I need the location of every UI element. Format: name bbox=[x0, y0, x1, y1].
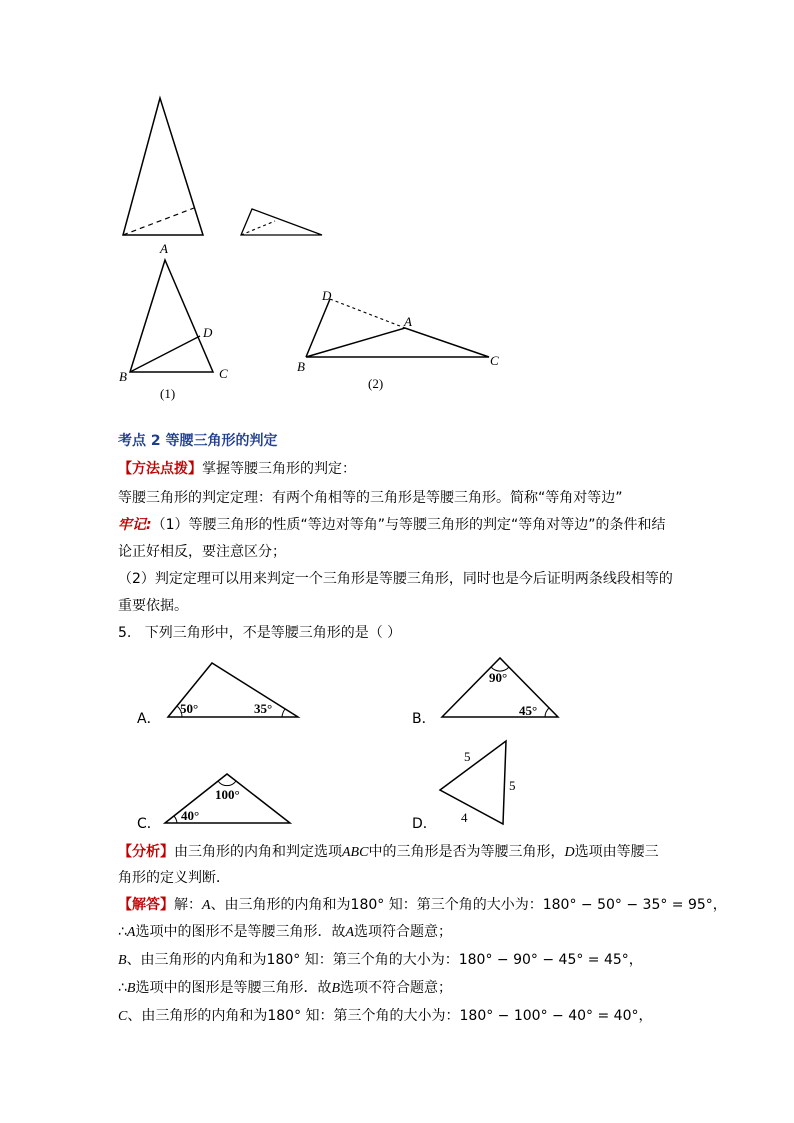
option-a-label[interactable]: A． bbox=[137, 711, 161, 727]
option-b-angle1: 90° bbox=[489, 670, 508, 685]
answer-l1-a: 解： bbox=[174, 897, 202, 913]
answer-tag: 【解答】 bbox=[118, 897, 174, 913]
caption-2: (2) bbox=[368, 376, 384, 391]
answer-l2-b: 选项中的图形不是等腰三角形．故 bbox=[135, 924, 346, 940]
answer-l3-B: B bbox=[118, 953, 127, 968]
label-d: D bbox=[203, 325, 213, 340]
note-tag: 牢记: bbox=[118, 517, 152, 533]
answer-line-1 bbox=[118, 895, 727, 916]
option-c-angle2: 40° bbox=[181, 808, 200, 823]
option-a-triangle[interactable] bbox=[160, 655, 305, 725]
analysis-text-b: 中的三角形是否为等腰三角形， bbox=[368, 844, 565, 860]
segment-bd bbox=[130, 336, 200, 372]
answer-l2-c: 选项符合题意； bbox=[354, 924, 453, 940]
dashed-cut-line bbox=[123, 208, 194, 235]
answer-l1-A: A bbox=[202, 898, 211, 913]
answer-l5-C: C bbox=[118, 1009, 128, 1024]
triangle-abc bbox=[130, 260, 213, 372]
analysis-line-2: 角形的定义判断． bbox=[118, 870, 230, 886]
answer-l4-c: 选项不符合题意； bbox=[340, 980, 453, 996]
option-c-angle1: 100° bbox=[215, 787, 240, 802]
label-b-2: B bbox=[297, 359, 305, 374]
section-title: 考点 2 等腰三角形的判定 bbox=[118, 433, 278, 449]
option-c-triangle[interactable] bbox=[160, 768, 295, 828]
answer-l4-B2: B bbox=[331, 981, 341, 996]
dashed-da bbox=[330, 299, 405, 328]
option-d-side2: 5 bbox=[509, 778, 516, 793]
label-c-2: C bbox=[490, 353, 499, 368]
label-c: C bbox=[219, 366, 228, 381]
answer-l5-b: 、由三角形的内角和为180° 知：第三个角的大小为：180° − 100° − 40° = 40°， bbox=[127, 1008, 653, 1024]
segment-bd-2 bbox=[306, 299, 330, 357]
top-figures bbox=[110, 90, 340, 240]
note-1a: （1）等腰三角形的性质“等边对等角”与等腰三角形的判定“等角对等边”的条件和结 bbox=[151, 517, 666, 533]
option-d-side1: 5 bbox=[464, 749, 471, 764]
answer-line-2 bbox=[118, 922, 452, 943]
figure-1 bbox=[110, 240, 250, 405]
answer-l3-b: 、由三角形的内角和为180° 知：第三个角的大小为：180° − 90° − 45° = 45°， bbox=[126, 952, 643, 968]
option-d-side3: 4 bbox=[461, 810, 468, 825]
question-line bbox=[118, 623, 401, 643]
theorem-line: 等腰三角形的判定定理：有两个角相等的三角形是等腰三角形。简称“等角对等边” bbox=[118, 490, 623, 506]
caption-1: (1) bbox=[160, 386, 176, 401]
option-d-label[interactable]: D． bbox=[412, 816, 437, 832]
small-triangle bbox=[241, 209, 322, 235]
answer-l2-A: A bbox=[126, 925, 136, 940]
answer-l1-b: 、由三角形的内角和为180° 知：第三个角的大小为：180° − 50° − 35° = 95°， bbox=[210, 897, 727, 913]
option-c-label[interactable]: C． bbox=[137, 816, 161, 832]
analysis-tag: 【分析】 bbox=[118, 844, 174, 860]
triangle-abc-2 bbox=[306, 328, 489, 357]
analysis-text-c: 选项由等腰三 bbox=[574, 844, 659, 860]
tall-triangle bbox=[123, 98, 203, 235]
answer-l4-b: 选项中的图形是等腰三角形．故 bbox=[135, 980, 332, 996]
figure-2 bbox=[290, 280, 520, 395]
option-a-angle2: 35° bbox=[254, 701, 273, 716]
answer-line-3 bbox=[118, 950, 643, 971]
label-b: B bbox=[119, 369, 127, 384]
note-line-1b: 论正好相反，要注意区分； bbox=[118, 544, 286, 560]
label-a-2: A bbox=[404, 314, 412, 329]
method-text: 掌握等腰三角形的判定： bbox=[202, 461, 356, 477]
answer-l4-a: ∴ bbox=[118, 980, 127, 996]
label-a: A bbox=[160, 241, 168, 256]
question-number: 5. bbox=[118, 625, 132, 641]
answer-l4-B: B bbox=[126, 981, 136, 996]
analysis-d: D bbox=[564, 845, 575, 860]
option-d-triangle[interactable] bbox=[436, 735, 526, 830]
answer-l2-A2: A bbox=[345, 925, 355, 940]
answer-line-4 bbox=[118, 978, 452, 999]
question-stem: 下列三角形中，不是等腰三角形的是（ ） bbox=[144, 625, 402, 641]
answer-l2-a: ∴ bbox=[118, 924, 127, 940]
analysis-abc: ABC bbox=[342, 845, 369, 860]
answer-line-5 bbox=[118, 1006, 652, 1027]
option-b-label[interactable]: B． bbox=[412, 711, 436, 727]
method-line bbox=[118, 459, 356, 479]
option-a-angle1: 50° bbox=[180, 701, 199, 716]
note-line-1 bbox=[118, 515, 666, 535]
option-b-angle2: 45° bbox=[519, 703, 538, 718]
analysis-line-1 bbox=[118, 842, 659, 863]
label-d-2: D bbox=[322, 288, 332, 303]
note-line-2a: （2）判定定理可以用来判定一个三角形是等腰三角形，同时也是今后证明两条线段相等的 bbox=[118, 571, 673, 587]
analysis-text-a: 由三角形的内角和判定选项 bbox=[174, 844, 342, 860]
note-line-2b: 重要依据。 bbox=[118, 598, 188, 614]
option-b-triangle[interactable] bbox=[438, 653, 563, 723]
method-tag: 【方法点拨】 bbox=[118, 461, 202, 477]
